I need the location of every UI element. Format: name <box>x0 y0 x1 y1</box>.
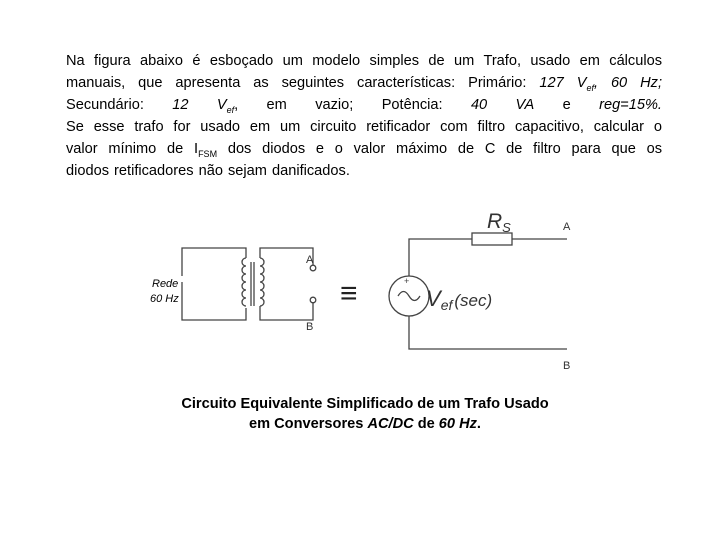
problem-line-1: Na figura abaixo é esboçado um modelo simples de um Trafo, usado em cálculos <box>66 53 662 69</box>
secondary-voltage: 12 $V_{ef}$ <box>172 97 235 115</box>
primary-bottom-wire <box>182 282 246 320</box>
problem-line-4: Se esse trafo for usado em um circuito retificador com filtro capacitivo, calcular o <box>66 119 662 135</box>
figure-caption <box>120 394 610 434</box>
terminal-b-left-dot <box>310 297 316 303</box>
terminal-a-left-dot <box>310 265 316 271</box>
text: dos diodos e o valor máximo de C de filtro para que os <box>217 141 662 157</box>
caption-line-2: em Conversores AC/DC de 60 Hz. <box>249 416 481 432</box>
top-wire-left <box>409 239 472 276</box>
terminal-b-right: B <box>563 360 571 372</box>
text: e <box>534 97 600 113</box>
bottom-wire <box>409 316 567 349</box>
plus-sign: + <box>404 276 410 286</box>
problem-line-6: diodos retificadores não sejam danificados. <box>66 163 350 179</box>
text: valor mínimo de I <box>66 141 199 157</box>
regulation-value: reg=15%. <box>599 97 662 113</box>
terminal-b-left: B <box>306 321 314 333</box>
primary-top-wire <box>182 248 246 276</box>
terminal-a-left: A <box>306 254 314 266</box>
primary-voltage: 127 $V_{ef}$, 60 Hz; <box>539 75 662 93</box>
secondary-coil <box>260 258 264 306</box>
transformer-diagram <box>182 248 316 320</box>
ifsm-subscript: FSM <box>198 148 218 159</box>
rede-label: Rede <box>152 278 179 290</box>
text: , em vazio; Potência: <box>234 97 471 113</box>
primary-coil <box>242 258 246 306</box>
equivalence-symbol: ≡ <box>340 277 358 310</box>
text: Secundário: <box>66 97 173 113</box>
secondary-bottom-wire <box>260 302 313 320</box>
rs-label: RS <box>487 210 511 235</box>
source-label: Vef (sec) <box>426 286 493 313</box>
sine-wave-icon <box>398 292 420 301</box>
text: manuais, que apresenta as seguintes características: Primário: <box>66 75 540 91</box>
caption-line-1: Circuito Equivalente Simplificado de um Trafo Usado <box>181 396 549 412</box>
power-value: 40 VA <box>470 97 535 113</box>
freq-label: 60 Hz <box>150 293 179 305</box>
terminal-a-right: A <box>563 221 571 233</box>
